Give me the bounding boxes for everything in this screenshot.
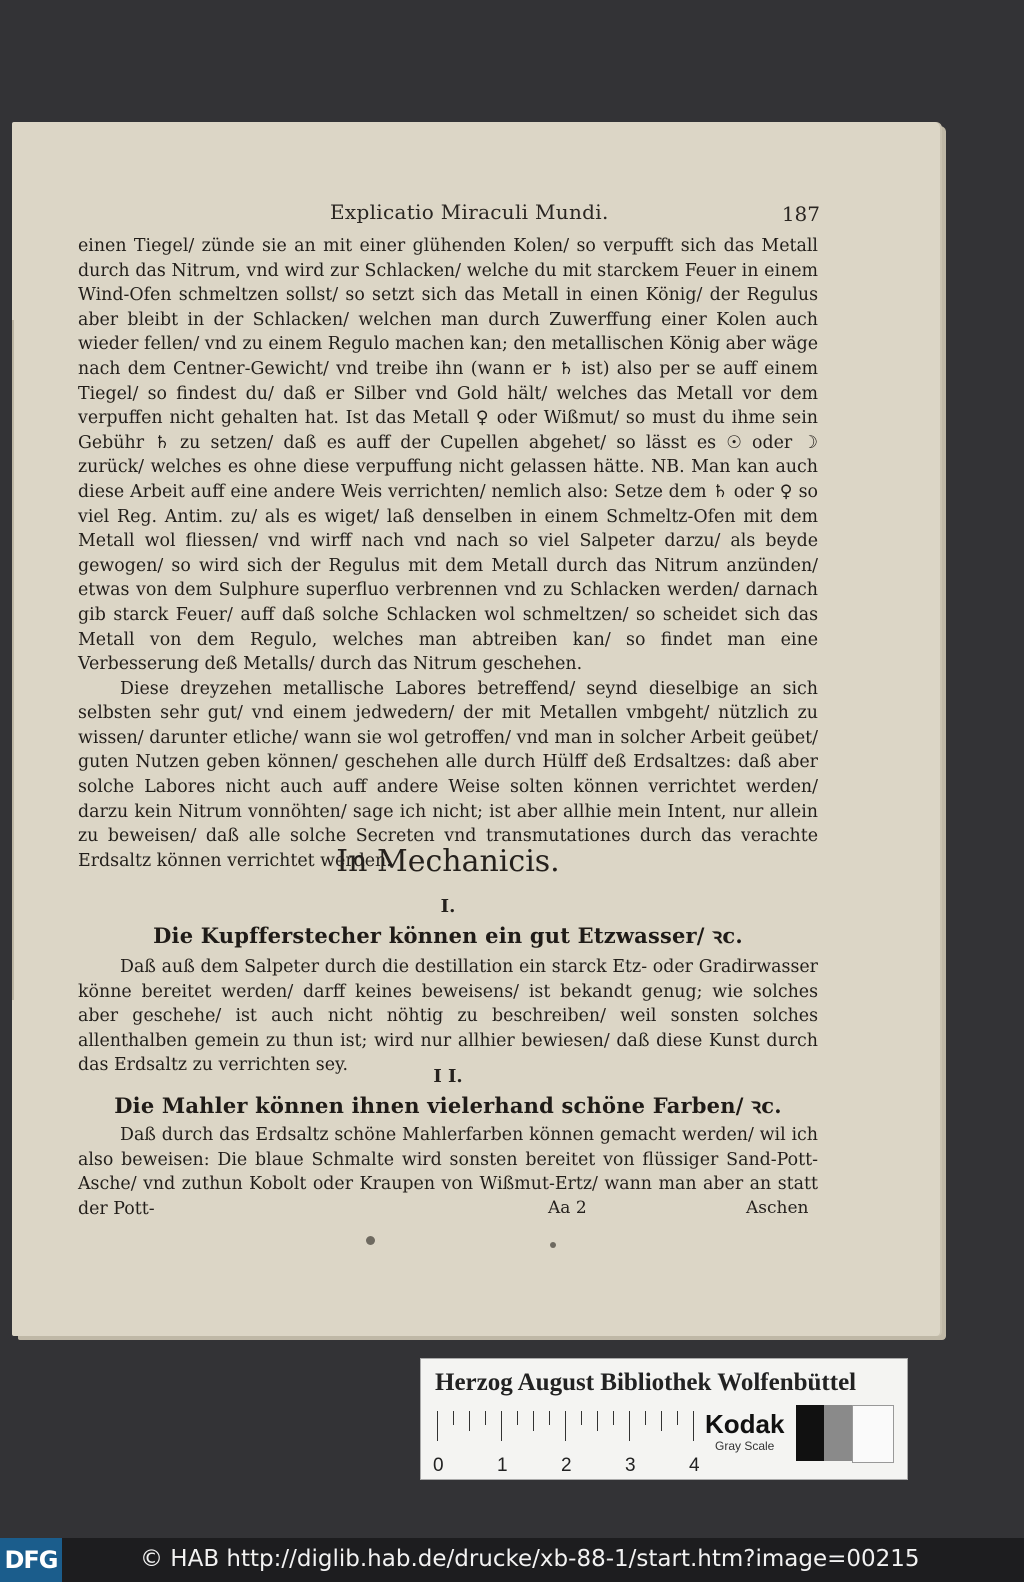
ruler-tick (597, 1411, 598, 1431)
gray-swatch-white (852, 1405, 894, 1463)
ruler-tick (613, 1411, 614, 1425)
ruler-tick (453, 1411, 454, 1425)
ruler-tick (677, 1411, 678, 1425)
ruler-label: 1 (497, 1455, 508, 1476)
ruler-label: 2 (561, 1455, 572, 1476)
catchword: Aschen (746, 1198, 809, 1218)
source-link[interactable]: © HAB http://diglib.hab.de/drucke/xb-88-1/start.htm?image=00215 (140, 1546, 920, 1572)
ink-spot (366, 1236, 375, 1245)
ruler-tick (581, 1411, 582, 1425)
ruler-tick (661, 1411, 662, 1431)
ruler-tick (565, 1411, 566, 1441)
ruler-tick (693, 1411, 694, 1441)
card-title: Herzog August Bibliothek Wolfenbüttel (435, 1369, 857, 1396)
color-calibration-card (420, 1358, 908, 1480)
ruler-label: 3 (625, 1455, 636, 1476)
paragraph: Diese dreyzehen metallische Labores betreffend/ seynd dieselbige an sich selbsten sehr gut/ vnd einem jedwedern/ der mit Metallen vmbgeht/ nützlich zu wissen/ darunter etliche/ wann sie wol getroffen/ vnd man in solcher Arbeit geübet/ guten Nutzen geben können/ geschehen alle durch Hülff deß Erdsaltzes: daß aber solche Labores nicht auch auff andere Weise solten können verrichtet werden/ darzu kein Nitrum vonnöhten/ sage ich nicht; ist aber allhie mein Intent, nur allein zu beweisen/ daß alle solche Secreten vnd transmutationes durch das verachte Erdsaltz können verrichtet werden. (78, 678, 818, 871)
item-numeral: I. (440, 896, 456, 917)
item-numeral: I I. (433, 1066, 463, 1087)
item-text: Daß auß dem Salpeter durch die destillation ein starck Etz- oder Gradirwasser könne bereitet werden/ darff keines beweisens/ ist bekandt genug; wie solches aber geschehe/ ist auch nicht nöhtig zu beschreiben/ weil sonsten solches allenthalben gemein zu thun ist; wird nur allhier bewiesen/ daß diese Kunst durch das Erdsaltz zu verrichten sey. (78, 957, 818, 1076)
ruler-tick (629, 1411, 630, 1441)
page-header (330, 200, 830, 230)
ruler-tick (469, 1411, 470, 1431)
ruler-tick (549, 1411, 550, 1425)
signature-mark: Aa 2 (548, 1198, 587, 1218)
ruler-tick (533, 1411, 534, 1431)
gray-swatch-black (796, 1405, 824, 1461)
body-text (78, 234, 818, 873)
item-title: Die Mahler können ihnen vielerhand schöne Farben/ ꝛc. (114, 1093, 782, 1118)
page-fold-line (12, 320, 14, 1000)
footer-bar (0, 1538, 1024, 1582)
paragraph: einen Tiegel/ zünde sie an mit einer glühenden Kolen/ so verpufft sich das Metall durch das Nitrum, vnd wird zur Schlacken/ welche du mit starckem Feuer in einem Wind-Ofen schmeltzen sollst/ so setzt sich das Metall in einen König/ der Regulus aber bleibt in der Schlacken/ welchen man durch Zuwerffung einer Kolen auch wieder fellen/ vnd zu einem Regulo machen kan; den metallischen König aber wäge nach dem Centner-Gewicht/ vnd treibe ihn (wann er ♄ ist) also per se auff einem Tiegel/ so findest du/ daß er Silber vnd Gold hält/ welches das Metall vor dem verpuffen nicht gehalten hat. Ist das Metall ♀ oder Wißmut/ so must du ihme sein Gebühr ♄ zu setzen/ daß es auff der Cupellen abgehet/ so lässt es ☉ oder ☽ zurück/ welches es ohne diese verpuffung nicht gelassen hätte. NB. Man kan auch diese Arbeit auff eine andere Weis verrichten/ nemlich also: Setze dem ♄ oder ♀ so viel Reg. Antim. zu/ als es wiget/ laß denselben in einem Schmeltz-Ofen mit dem Metall wol fliessen/ vnd wirff nach vnd nach so viel Salpeter darzu/ als beyde gewogen/ so wird sich der Regulus mit dem Metall durch das Nitrum anzünden/ etwas von dem Sulphure superfluo verbrennen vnd zu Schlacken werden/ darnach gib starck Feuer/ auff daß solche Schlacken wol schmeltzen/ so scheidet sich das Metall von dem Regulo, welches man abtreiben kan/ so findet man eine Verbesserung deß Metalls/ durch das Nitrum geschehen. (78, 236, 818, 675)
kodak-logo: Kodak (705, 1409, 785, 1439)
dfg-logo: DFG (0, 1538, 62, 1582)
ruler-label: 4 (689, 1455, 700, 1476)
section-heading: In Mechanicis. (336, 844, 560, 879)
ruler-tick (437, 1411, 438, 1441)
ink-spot (550, 1242, 556, 1248)
ruler-tick (485, 1411, 486, 1425)
gray-swatch-mid (824, 1405, 852, 1461)
grayscale-label: Gray Scale (715, 1439, 775, 1453)
running-title: Explicatio Miraculi Mundi. (330, 200, 609, 224)
ruler-tick (501, 1411, 502, 1441)
item-text: Daß durch das Erdsaltz schöne Mahlerfarben können gemacht werden/ wil ich also beweisen: Die blaue Schmalte wird sonsten bereitet von flüssiger Sand-Pott-Asche/ vnd zuthun Kobolt oder Kraupen von Wißmut-Ertz/ wann man aber an statt der Pott- (78, 1125, 818, 1219)
item-title: Die Kupfferstecher können ein gut Etzwasser/ ꝛc. (153, 923, 743, 948)
page-number: 187 (781, 202, 820, 226)
ruler-tick (645, 1411, 646, 1425)
ruler-label: 0 (433, 1455, 444, 1476)
ruler-tick (517, 1411, 518, 1425)
scale-ruler (437, 1411, 695, 1441)
